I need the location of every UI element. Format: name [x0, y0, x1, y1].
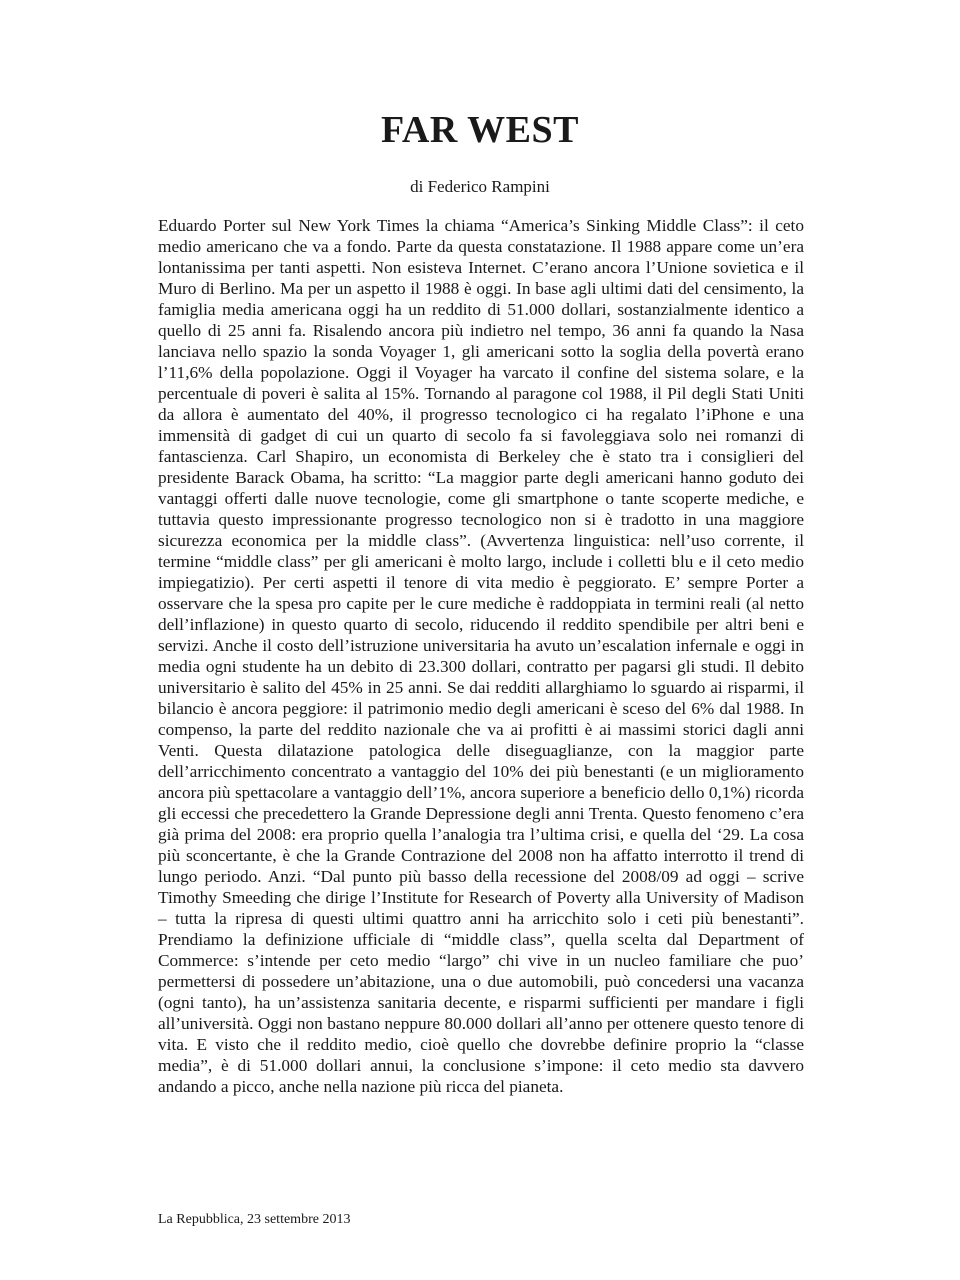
- article-title: FAR WEST: [381, 109, 579, 151]
- article-byline: di Federico Rampini: [410, 177, 550, 196]
- article-body: Eduardo Porter sul New York Times la chiama “America’s Sinking Middle Class”: il ceto medio americano che va a fondo. Parte da questa constatazione. Il 1988 appare come un’era lontanissima per tanti aspetti. Non esisteva Internet. C’erano ancora l’Unione sovietica e il Muro di Berlino. Ma per un aspetto il 1988 è oggi. In base agli ultimi dati del censimento, la famiglia media americana oggi ha un reddito di 51.000 dollari, sostanzialmente identico a quello di 25 anni fa. Risalendo ancora più indietro nel tempo, 36 anni fa quando la Nasa lanciava nello spazio la sonda Voyager 1, gli americani sotto la soglia della povertà erano l’11,6% della popolazione. Oggi il Voyager ha varcato il confine del sistema solare, e la percentuale di poveri è salita al 15%. Tornando al paragone col 1988, il Pil degli Stati Uniti da allora è aumentato del 40%, il progresso tecnologico ci ha regalato l’iPhone e una immensità di gadget di cui un quarto di secolo fa si favoleggiava solo nei romanzi di fantascienza. Carl Shapiro, un economista di Berkeley che è stato tra i consiglieri del presidente Barack Obama, ha scritto: “La maggior parte degli americani hanno goduto dei vantaggi offerti dalle nuove tecnologie, come gli smartphone o tante scoperte mediche, e tuttavia questo impressionante progresso tecnologico non si è tradotto in una maggiore sicurezza economica per la middle class”. (Avvertenza linguistica: nell’uso corrente, il termine “middle class” per gli americani è molto largo, include i colletti blu e il ceto medio impiegatizio). Per certi aspetti il tenore di vita medio è peggiorato. E’ sempre Porter a osservare che la spesa pro capite per le cure mediche è raddoppiata in termini reali (al netto dell’inflazione) in questo quarto di secolo, riducendo il reddito spendibile per altri beni e servizi. Anche il costo dell’istruzione universitaria ha avuto un’escalation infernale e oggi in media ogni studente ha un debito di 23.300 dollari, contratto per pagarsi gli studi. Il debito universitario è salito del 45% in 25 anni. Se dai redditi allarghiamo lo sguardo ai risparmi, il bilancio è ancora peggiore: il patrimonio medio degli americani è sceso del 6% dal 1988. In compenso, la parte del reddito nazionale che va ai profitti è ai massimi storici dagli anni Venti. Questa dilatazione patologica delle diseguaglianze, con la maggior parte dell’arricchimento concentrato a vantaggio del 10% dei più benestanti (e un miglioramento ancora più spettacolare a vantaggio dell’1%, ancora superiore a beneficio dello 0,1%) ricorda gli eccessi che precedettero la Grande Depressione degli anni Trenta. Questo fenomeno c’era già prima del 2008: era proprio quella l’analogia tra l’ultima crisi, e quella del ‘29. La cosa più sconcertante, è che la Grande Contrazione del 2008 non ha affatto interrotto il trend di lungo periodo. Anzi. “Dal punto più basso della recessione del 2008/09 ad oggi – scrive Timothy Smeeding che dirige l’Institute for Research of Poverty alla University of Madison – tutta la ripresa di questi ultimi quattro anni ha arricchito solo i ceti più benestanti”. Prendiamo la definizione ufficiale di “middle class”, quella scelta dal Department of Commerce: s’intende per ceto medio “largo” chi vive in un nucleo familiare che puo’ permettersi di possedere un’abitazione, una o due automobili, può concedersi una vacanza (ogni tanto), ha un’assistenza sanitaria decente, e risparmi sufficienti per mandare i figli all’università. Oggi non bastano neppure 80.000 dollari all’anno per ottenere questo tenore di vita. E visto che il reddito medio, cioè quello che dovrebbe definire proprio la “classe media”, è di 51.000 dollari annui, la conclusione s’impone: il ceto medio sta davvero andando a picco, anche nella nazione più ricca del pianeta.: [158, 216, 804, 1096]
- source-citation: La Repubblica, 23 settembre 2013: [158, 1212, 351, 1227]
